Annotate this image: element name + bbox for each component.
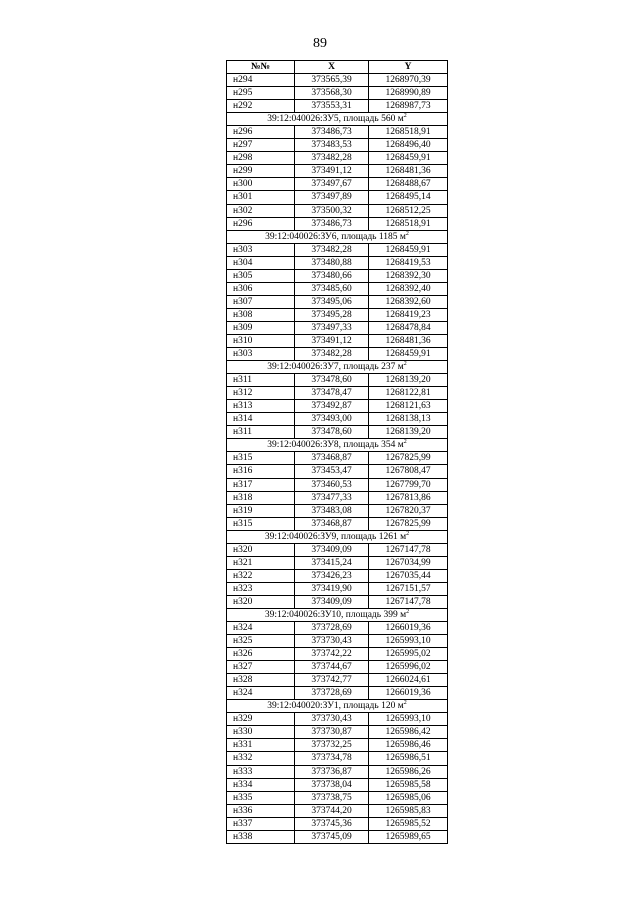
section-title	[227, 700, 448, 713]
point-number-cell: н324	[227, 622, 295, 635]
point-number-cell: н319	[227, 504, 295, 517]
table-body	[227, 74, 448, 844]
x-coordinate-cell: 373485,60	[295, 282, 369, 295]
y-coordinate-cell: 1265995,02	[369, 648, 448, 661]
table-row	[227, 765, 448, 778]
table-row	[227, 100, 448, 113]
area-unit-exponent: 2	[403, 439, 407, 446]
x-coordinate-cell: 373478,60	[295, 374, 369, 387]
point-number-cell: н320	[227, 543, 295, 556]
point-number-cell: н338	[227, 830, 295, 843]
header-y: Y	[369, 61, 448, 74]
point-number-cell: н305	[227, 269, 295, 282]
y-coordinate-cell: 1267825,99	[369, 452, 448, 465]
x-coordinate-cell: 373738,75	[295, 791, 369, 804]
x-coordinate-cell: 373483,08	[295, 504, 369, 517]
y-coordinate-cell: 1265996,02	[369, 661, 448, 674]
x-coordinate-cell: 373468,87	[295, 517, 369, 530]
point-number-cell: н296	[227, 217, 295, 230]
y-coordinate-cell: 1267825,99	[369, 517, 448, 530]
table-row	[227, 595, 448, 608]
x-coordinate-cell: 373491,12	[295, 165, 369, 178]
section-title	[227, 113, 448, 126]
y-coordinate-cell: 1268990,89	[369, 87, 448, 100]
y-coordinate-cell: 1267147,78	[369, 543, 448, 556]
table-row	[227, 543, 448, 556]
table-row	[227, 648, 448, 661]
y-coordinate-cell: 1268518,91	[369, 126, 448, 139]
section-title-text: 39:12:040026:ЗУ10, площадь 399 м	[264, 609, 407, 620]
y-coordinate-cell: 1265985,06	[369, 791, 448, 804]
x-coordinate-cell: 373744,20	[295, 804, 369, 817]
y-coordinate-cell: 1268987,73	[369, 100, 448, 113]
point-number-cell: н292	[227, 100, 295, 113]
x-coordinate-cell: 373730,87	[295, 726, 369, 739]
point-number-cell: н309	[227, 321, 295, 334]
section-row	[227, 608, 448, 621]
x-coordinate-cell: 373468,87	[295, 452, 369, 465]
x-coordinate-cell: 373497,67	[295, 178, 369, 191]
y-coordinate-cell: 1266019,36	[369, 687, 448, 700]
point-number-cell: н327	[227, 661, 295, 674]
point-number-cell: н318	[227, 491, 295, 504]
section-title	[227, 361, 448, 374]
point-number-cell: н317	[227, 478, 295, 491]
y-coordinate-cell: 1268459,91	[369, 348, 448, 361]
y-coordinate-cell: 1266019,36	[369, 622, 448, 635]
point-number-cell: н306	[227, 282, 295, 295]
table-row	[227, 126, 448, 139]
section-title-text: 39:12:040026:ЗУ7, площадь 237 м	[267, 362, 404, 373]
point-number-cell: н310	[227, 334, 295, 347]
point-number-cell: н300	[227, 178, 295, 191]
x-coordinate-cell: 373419,90	[295, 582, 369, 595]
section-title	[227, 608, 448, 621]
y-coordinate-cell: 1265993,10	[369, 713, 448, 726]
y-coordinate-cell: 1268478,84	[369, 321, 448, 334]
point-number-cell: н297	[227, 139, 295, 152]
table-row	[227, 178, 448, 191]
y-coordinate-cell: 1266024,61	[369, 674, 448, 687]
x-coordinate-cell: 373486,73	[295, 217, 369, 230]
x-coordinate-cell: 373734,78	[295, 752, 369, 765]
table-row	[227, 387, 448, 400]
table-row	[227, 269, 448, 282]
x-coordinate-cell: 373565,39	[295, 74, 369, 87]
point-number-cell: н329	[227, 713, 295, 726]
y-coordinate-cell: 1265985,52	[369, 817, 448, 830]
point-number-cell: н303	[227, 348, 295, 361]
x-coordinate-cell: 373736,87	[295, 765, 369, 778]
point-number-cell: н335	[227, 791, 295, 804]
y-coordinate-cell: 1267808,47	[369, 465, 448, 478]
y-coordinate-cell: 1268138,13	[369, 413, 448, 426]
section-title-text: 39:12:040026:ЗУ9, площадь 1261 м	[264, 531, 407, 542]
x-coordinate-cell: 373744,67	[295, 661, 369, 674]
point-number-cell: н314	[227, 413, 295, 426]
section-row	[227, 230, 448, 243]
x-coordinate-cell: 373460,53	[295, 478, 369, 491]
point-number-cell: н315	[227, 517, 295, 530]
x-coordinate-cell: 373478,60	[295, 426, 369, 439]
point-number-cell: н324	[227, 687, 295, 700]
table-row	[227, 582, 448, 595]
y-coordinate-cell: 1267151,57	[369, 582, 448, 595]
y-coordinate-cell: 1268495,14	[369, 191, 448, 204]
y-coordinate-cell: 1265985,83	[369, 804, 448, 817]
point-number-cell: н320	[227, 595, 295, 608]
x-coordinate-cell: 373491,12	[295, 334, 369, 347]
table-row	[227, 830, 448, 843]
y-coordinate-cell: 1265986,46	[369, 739, 448, 752]
table-row	[227, 74, 448, 87]
point-number-cell: н315	[227, 452, 295, 465]
y-coordinate-cell: 1268970,39	[369, 74, 448, 87]
y-coordinate-cell: 1265989,65	[369, 830, 448, 843]
area-unit-exponent: 2	[405, 230, 409, 237]
x-coordinate-cell: 373497,33	[295, 321, 369, 334]
x-coordinate-cell: 373495,06	[295, 295, 369, 308]
section-title-text: 39:12:040026:ЗУ8, площадь 354 м	[267, 440, 404, 451]
table-row	[227, 413, 448, 426]
table-row	[227, 87, 448, 100]
table-row	[227, 622, 448, 635]
point-number-cell: н336	[227, 804, 295, 817]
x-coordinate-cell: 373409,09	[295, 595, 369, 608]
y-coordinate-cell: 1265986,26	[369, 765, 448, 778]
section-title-text: 39:12:040020:ЗУ1, площадь 120 м	[267, 701, 404, 712]
y-coordinate-cell: 1268488,67	[369, 178, 448, 191]
y-coordinate-cell: 1267034,99	[369, 556, 448, 569]
point-number-cell: н326	[227, 648, 295, 661]
table-row	[227, 635, 448, 648]
table-row	[227, 243, 448, 256]
point-number-cell: н316	[227, 465, 295, 478]
x-coordinate-cell: 373482,28	[295, 152, 369, 165]
y-coordinate-cell: 1268392,60	[369, 295, 448, 308]
table-row	[227, 400, 448, 413]
point-number-cell: н322	[227, 569, 295, 582]
coordinates-table	[226, 60, 448, 844]
table-row	[227, 282, 448, 295]
y-coordinate-cell: 1268512,25	[369, 204, 448, 217]
y-coordinate-cell: 1268481,36	[369, 334, 448, 347]
section-title-text: 39:12:040026:ЗУ6, площадь 1185 м	[265, 231, 406, 242]
y-coordinate-cell: 1267813,86	[369, 491, 448, 504]
y-coordinate-cell: 1268392,40	[369, 282, 448, 295]
x-coordinate-cell: 373478,47	[295, 387, 369, 400]
section-row	[227, 439, 448, 452]
point-number-cell: н313	[227, 400, 295, 413]
table-row	[227, 661, 448, 674]
point-number-cell: н302	[227, 204, 295, 217]
table-row	[227, 726, 448, 739]
table-row	[227, 739, 448, 752]
table-row	[227, 804, 448, 817]
x-coordinate-cell: 373480,66	[295, 269, 369, 282]
x-coordinate-cell: 373730,43	[295, 635, 369, 648]
table-row	[227, 817, 448, 830]
table-row	[227, 295, 448, 308]
x-coordinate-cell: 373500,32	[295, 204, 369, 217]
x-coordinate-cell: 373742,22	[295, 648, 369, 661]
x-coordinate-cell: 373482,28	[295, 348, 369, 361]
table-row	[227, 334, 448, 347]
x-coordinate-cell: 373426,23	[295, 569, 369, 582]
table-row	[227, 191, 448, 204]
header-number: №№	[227, 61, 295, 74]
point-number-cell: н295	[227, 87, 295, 100]
y-coordinate-cell: 1268496,40	[369, 139, 448, 152]
point-number-cell: н323	[227, 582, 295, 595]
table-row	[227, 687, 448, 700]
y-coordinate-cell: 1268139,20	[369, 374, 448, 387]
y-coordinate-cell: 1268121,63	[369, 400, 448, 413]
table-row	[227, 152, 448, 165]
x-coordinate-cell: 373728,69	[295, 687, 369, 700]
table-row	[227, 713, 448, 726]
point-number-cell: н321	[227, 556, 295, 569]
point-number-cell: н299	[227, 165, 295, 178]
point-number-cell: н307	[227, 295, 295, 308]
section-title-text: 39:12:040026:ЗУ5, площадь 560 м	[267, 114, 404, 125]
header-x: X	[295, 61, 369, 74]
y-coordinate-cell: 1268392,30	[369, 269, 448, 282]
section-row	[227, 700, 448, 713]
table-row	[227, 465, 448, 478]
table-row	[227, 165, 448, 178]
table-row	[227, 778, 448, 791]
y-coordinate-cell: 1268419,23	[369, 308, 448, 321]
table-row	[227, 139, 448, 152]
y-coordinate-cell: 1267035,44	[369, 569, 448, 582]
table-row	[227, 556, 448, 569]
x-coordinate-cell: 373493,00	[295, 413, 369, 426]
point-number-cell: н303	[227, 243, 295, 256]
point-number-cell: н296	[227, 126, 295, 139]
y-coordinate-cell: 1268122,81	[369, 387, 448, 400]
section-title	[227, 230, 448, 243]
table-row	[227, 674, 448, 687]
x-coordinate-cell: 373415,24	[295, 556, 369, 569]
x-coordinate-cell: 373730,43	[295, 713, 369, 726]
y-coordinate-cell: 1268481,36	[369, 165, 448, 178]
x-coordinate-cell: 373728,69	[295, 622, 369, 635]
area-unit-exponent: 2	[406, 530, 410, 537]
table-row	[227, 204, 448, 217]
area-unit-exponent: 2	[406, 608, 410, 615]
x-coordinate-cell: 373453,47	[295, 465, 369, 478]
point-number-cell: н301	[227, 191, 295, 204]
point-number-cell: н337	[227, 817, 295, 830]
x-coordinate-cell: 373497,89	[295, 191, 369, 204]
y-coordinate-cell: 1268419,53	[369, 256, 448, 269]
table-row	[227, 504, 448, 517]
y-coordinate-cell: 1268139,20	[369, 426, 448, 439]
table-row	[227, 452, 448, 465]
y-coordinate-cell: 1265986,42	[369, 726, 448, 739]
page-number: 89	[313, 36, 327, 51]
y-coordinate-cell: 1265993,10	[369, 635, 448, 648]
y-coordinate-cell: 1267799,70	[369, 478, 448, 491]
x-coordinate-cell: 373480,88	[295, 256, 369, 269]
x-coordinate-cell: 373486,73	[295, 126, 369, 139]
point-number-cell: н332	[227, 752, 295, 765]
area-unit-exponent: 2	[403, 113, 407, 120]
x-coordinate-cell: 373553,31	[295, 100, 369, 113]
section-title	[227, 439, 448, 452]
x-coordinate-cell: 373477,33	[295, 491, 369, 504]
y-coordinate-cell: 1268459,91	[369, 243, 448, 256]
y-coordinate-cell: 1268518,91	[369, 217, 448, 230]
x-coordinate-cell: 373745,36	[295, 817, 369, 830]
table-header-row	[227, 61, 448, 74]
section-title	[227, 530, 448, 543]
area-unit-exponent: 2	[403, 700, 407, 707]
table-row	[227, 517, 448, 530]
section-row	[227, 530, 448, 543]
x-coordinate-cell: 373482,28	[295, 243, 369, 256]
table-row	[227, 217, 448, 230]
point-number-cell: н325	[227, 635, 295, 648]
table-row	[227, 752, 448, 765]
x-coordinate-cell: 373732,25	[295, 739, 369, 752]
table-row	[227, 348, 448, 361]
table-row	[227, 321, 448, 334]
section-row	[227, 361, 448, 374]
table-row	[227, 491, 448, 504]
point-number-cell: н333	[227, 765, 295, 778]
table-row	[227, 569, 448, 582]
x-coordinate-cell: 373483,53	[295, 139, 369, 152]
x-coordinate-cell: 373568,30	[295, 87, 369, 100]
point-number-cell: н311	[227, 374, 295, 387]
point-number-cell: н308	[227, 308, 295, 321]
table-row	[227, 791, 448, 804]
table-row	[227, 426, 448, 439]
point-number-cell: н294	[227, 74, 295, 87]
point-number-cell: н298	[227, 152, 295, 165]
table-row	[227, 308, 448, 321]
point-number-cell: н331	[227, 739, 295, 752]
x-coordinate-cell: 373409,09	[295, 543, 369, 556]
y-coordinate-cell: 1267147,78	[369, 595, 448, 608]
point-number-cell: н328	[227, 674, 295, 687]
table-row	[227, 478, 448, 491]
y-coordinate-cell: 1265986,51	[369, 752, 448, 765]
table-row	[227, 256, 448, 269]
y-coordinate-cell: 1265985,58	[369, 778, 448, 791]
y-coordinate-cell: 1267820,37	[369, 504, 448, 517]
x-coordinate-cell: 373745,09	[295, 830, 369, 843]
x-coordinate-cell: 373492,87	[295, 400, 369, 413]
section-row	[227, 113, 448, 126]
x-coordinate-cell: 373742,77	[295, 674, 369, 687]
point-number-cell: н311	[227, 426, 295, 439]
area-unit-exponent: 2	[403, 360, 407, 367]
point-number-cell: н312	[227, 387, 295, 400]
y-coordinate-cell: 1268459,91	[369, 152, 448, 165]
point-number-cell: н334	[227, 778, 295, 791]
point-number-cell: н304	[227, 256, 295, 269]
x-coordinate-cell: 373495,28	[295, 308, 369, 321]
point-number-cell: н330	[227, 726, 295, 739]
table-row	[227, 374, 448, 387]
x-coordinate-cell: 373738,04	[295, 778, 369, 791]
